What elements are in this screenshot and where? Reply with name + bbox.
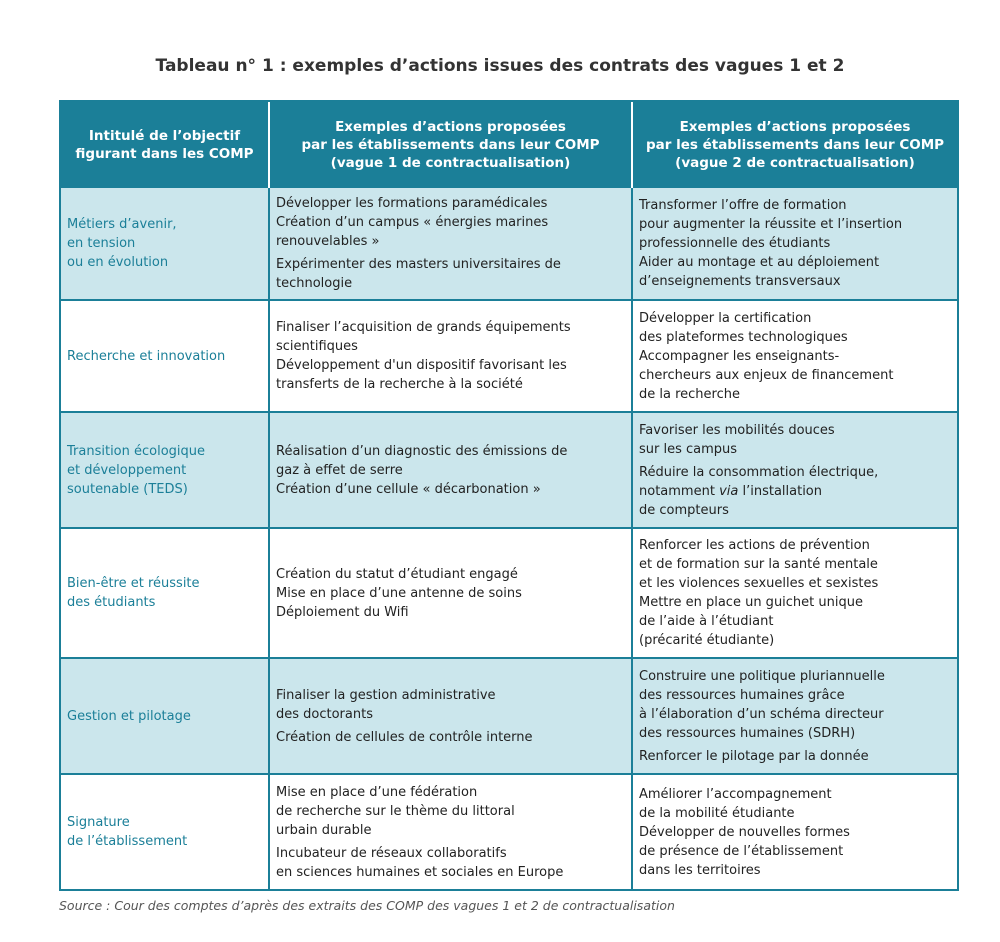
objective-line: Bien-être et réussite: [67, 576, 200, 591]
wave2-actions-cell: [632, 658, 958, 774]
header-line: par les établissements dans leur COMP: [301, 137, 600, 153]
action-line: Aider au montage et au déploiement: [639, 255, 880, 270]
action-line: des plateformes technologiques: [639, 329, 848, 345]
table-row: [60, 658, 958, 774]
objective-line: Transition écologique: [67, 443, 206, 459]
header-line: Exemples d’actions proposées: [679, 119, 911, 135]
action-line: notamment via l’installation: [639, 483, 822, 499]
wave1-actions-cell: [269, 774, 632, 890]
wave1-actions-cell: [269, 188, 632, 300]
action-group: [639, 463, 951, 520]
action-line: Transformer l’offre de formation: [639, 198, 847, 213]
action-line: Création de cellules de contrôle interne: [276, 729, 533, 745]
action-group: [276, 844, 625, 882]
objective-line: en tension: [67, 236, 136, 251]
action-group: [639, 785, 951, 880]
action-line: Création d’une cellule « décarbonation »: [276, 481, 541, 497]
action-line: des doctorants: [276, 706, 373, 722]
action-line: transferts de la recherche à la société: [276, 377, 523, 392]
action-line: Finaliser la gestion administrative: [276, 687, 496, 703]
wave2-actions-cell: [632, 188, 958, 300]
action-line: (précarité étudiante): [639, 633, 775, 648]
action-line: d’enseignements transversaux: [639, 274, 841, 289]
action-line: dans les territoires: [639, 862, 761, 878]
table-title: Tableau n° 1 : exemples d’actions issues des contrats des vagues 1 et 2: [155, 56, 845, 76]
action-group: [639, 421, 951, 459]
action-line: des ressources humaines grâce: [639, 687, 845, 703]
action-group: [276, 686, 625, 724]
action-line: Construire une politique pluriannuelle: [639, 668, 885, 684]
action-line: en sciences humaines et sociales en Europe: [276, 864, 564, 880]
header-objective: [60, 101, 269, 188]
header-row: [60, 101, 958, 188]
action-line: Réduire la consommation électrique,: [639, 464, 879, 480]
action-group: [276, 318, 625, 394]
action-group: [276, 442, 625, 499]
header-line: (vague 1 de contractualisation): [330, 155, 571, 171]
objective-cell: [60, 300, 269, 412]
action-line: chercheurs aux enjeux de financement: [639, 367, 894, 383]
objective-cell: [60, 658, 269, 774]
action-line: de présence de l’établissement: [639, 843, 844, 859]
action-line: Renforcer les actions de prévention: [639, 538, 870, 553]
objective-line: ou en évolution: [67, 255, 169, 270]
header-wave1: [269, 101, 632, 188]
action-line: Développement d'un dispositif favorisant les: [276, 358, 567, 373]
action-line: Déploiement du Wifi: [276, 604, 409, 620]
action-line: Favoriser les mobilités douces: [639, 422, 835, 438]
wave2-actions-cell: [632, 412, 958, 528]
wave2-actions-cell: [632, 300, 958, 412]
wave2-actions-cell: [632, 774, 958, 890]
wave2-actions-cell: [632, 528, 958, 658]
action-line: Renforcer le pilotage par la donnée: [639, 748, 869, 764]
action-group: [639, 667, 951, 743]
objective-line: des étudiants: [67, 595, 156, 610]
action-line: Accompagner les enseignants-: [639, 348, 840, 364]
action-line: Développer de nouvelles formes: [639, 824, 850, 840]
objective-line: Recherche et innovation: [67, 348, 226, 364]
action-line: Développer la certification: [639, 310, 812, 326]
action-line: Incubateur de réseaux collaboratifs: [276, 845, 507, 861]
action-group: [639, 196, 951, 291]
action-line: Développer les formations paramédicales: [276, 196, 548, 211]
action-line: des ressources humaines (SDRH): [639, 725, 856, 741]
objective-line: soutenable (TEDS): [67, 481, 188, 497]
wave1-actions-cell: [269, 658, 632, 774]
objective-cell: [60, 188, 269, 300]
action-line: Finaliser l’acquisition de grands équipements: [276, 320, 571, 335]
table-row: [60, 300, 958, 412]
objective-cell: [60, 774, 269, 890]
action-line: technologie: [276, 276, 353, 291]
wave1-actions-cell: [269, 300, 632, 412]
action-group: [276, 565, 625, 622]
action-line: de compteurs: [639, 502, 729, 518]
source-note: Source : Cour des comptes d’après des extraits des COMP des vagues 1 et 2 de contractualisation: [59, 898, 675, 913]
action-line: et de formation sur la santé mentale: [639, 557, 878, 572]
action-group: [276, 783, 625, 840]
action-line: Réalisation d’un diagnostic des émissions de: [276, 443, 568, 459]
action-line: et les violences sexuelles et sexistes: [639, 576, 879, 591]
action-group: [276, 194, 625, 251]
action-line: de la recherche: [639, 386, 740, 402]
header-wave2: [632, 101, 958, 188]
action-group: [639, 536, 951, 650]
action-group: [639, 309, 951, 404]
header-line: Exemples d’actions proposées: [335, 119, 566, 135]
table-row: [60, 528, 958, 658]
action-line: Création d’un campus « énergies marines: [276, 215, 549, 230]
action-line: pour augmenter la réussite et l’insertion: [639, 217, 903, 232]
wave1-actions-cell: [269, 412, 632, 528]
action-line: urbain durable: [276, 822, 372, 838]
objective-line: et développement: [67, 462, 187, 478]
action-line: professionnelle des étudiants: [639, 236, 831, 251]
objective-line: Gestion et pilotage: [67, 708, 191, 724]
action-group: [639, 747, 951, 766]
objective-line: Métiers d’avenir,: [67, 217, 177, 232]
action-group: [276, 255, 625, 293]
action-line: Mise en place d’une antenne de soins: [276, 585, 522, 601]
action-line: renouvelables »: [276, 234, 380, 249]
objective-line: Signature: [67, 815, 130, 830]
action-line: Expérimenter des masters universitaires de: [276, 257, 561, 272]
table-row: [60, 412, 958, 528]
table-body: [60, 188, 958, 890]
header-line: par les établissements dans leur COMP: [645, 137, 945, 153]
action-line: scientifiques: [276, 339, 358, 354]
action-line: de l’aide à l’étudiant: [639, 614, 774, 629]
action-line: Améliorer l’accompagnement: [639, 786, 832, 802]
action-line: Mise en place d’une fédération: [276, 784, 478, 800]
table-row: [60, 188, 958, 300]
header-line: Intitulé de l’objectif: [88, 128, 241, 144]
table-row: [60, 774, 958, 890]
objective-cell: [60, 412, 269, 528]
wave1-actions-cell: [269, 528, 632, 658]
action-line: de la mobilité étudiante: [639, 805, 795, 821]
actions-table: [59, 100, 959, 891]
action-line: à l’élaboration d’un schéma directeur: [639, 706, 884, 722]
action-group: [276, 728, 625, 747]
action-line: sur les campus: [639, 441, 738, 457]
objective-cell: [60, 528, 269, 658]
action-line: de recherche sur le thème du littoral: [276, 803, 515, 819]
action-line: gaz à effet de serre: [276, 462, 403, 478]
objective-line: de l’établissement: [67, 834, 188, 849]
action-line: Création du statut d’étudiant engagé: [276, 566, 518, 582]
action-line: Mettre en place un guichet unique: [639, 595, 863, 610]
header-line: (vague 2 de contractualisation): [675, 155, 915, 171]
header-line: figurant dans les COMP: [75, 146, 254, 162]
